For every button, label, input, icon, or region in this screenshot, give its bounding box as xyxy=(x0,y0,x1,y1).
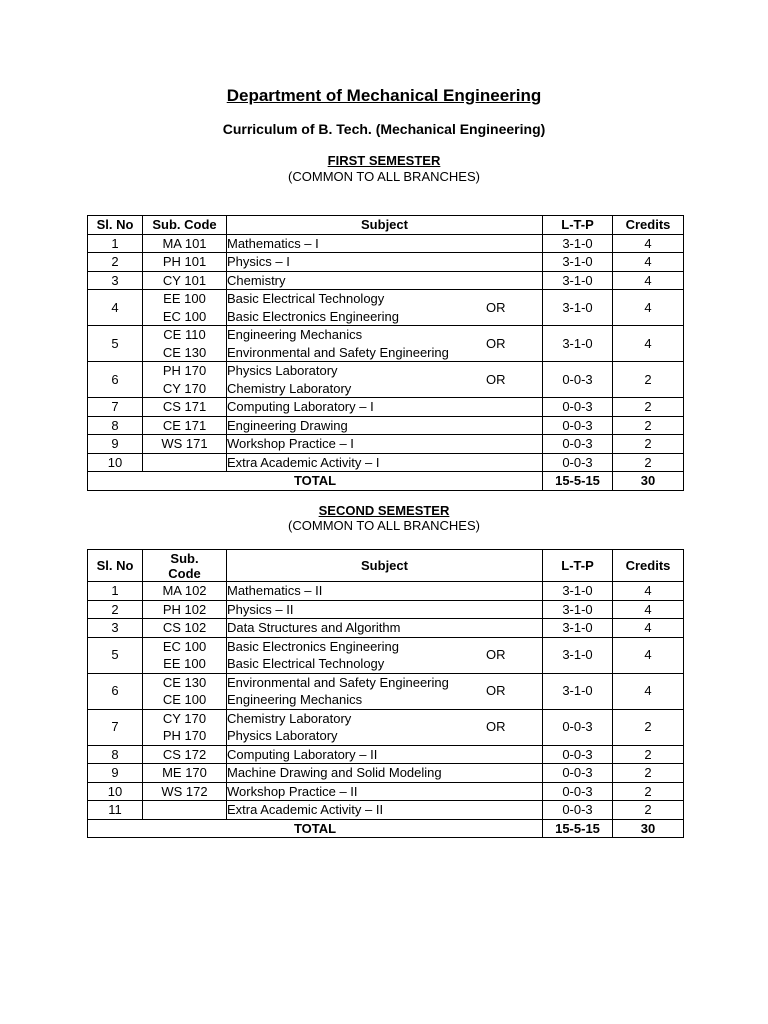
or-label: OR xyxy=(486,335,506,351)
subject-name: Computing Laboratory – II xyxy=(227,746,378,762)
subject-name: Physics – II xyxy=(227,601,294,617)
sub-code: EC 100 xyxy=(162,638,207,654)
subject-cell xyxy=(227,782,543,801)
subject-group xyxy=(227,435,542,453)
sl-no-cell: 1 xyxy=(88,582,143,601)
subject-name: Engineering Mechanics xyxy=(227,327,363,342)
sub-code-cell xyxy=(143,435,227,454)
subject-group xyxy=(227,601,542,619)
sub-code-cell xyxy=(143,782,227,801)
or-label: OR xyxy=(486,299,506,315)
sub-code: CS 102 xyxy=(162,620,207,635)
sub-code-cell xyxy=(143,600,227,619)
subject-name: Engineering Mechanics xyxy=(227,692,363,707)
subject-cell xyxy=(227,600,543,619)
subject-names xyxy=(227,435,486,453)
sl-no-cell: 3 xyxy=(88,271,143,290)
subject-name: Workshop Practice – I xyxy=(227,436,354,451)
col-header-sub-code xyxy=(143,550,227,582)
credits-cell: 2 xyxy=(613,416,684,435)
subject-cell xyxy=(227,416,543,435)
table-row xyxy=(88,398,684,417)
subject-names xyxy=(227,326,486,361)
ltp-cell: 3-1-0 xyxy=(543,234,613,253)
subject-group xyxy=(227,674,542,709)
subject-name: Environmental and Safety Engineering xyxy=(227,674,449,690)
sub-code-cell xyxy=(143,801,227,820)
total-label: TOTAL xyxy=(88,819,543,838)
subject-cell xyxy=(227,326,543,362)
subject-group xyxy=(227,619,542,637)
sub-code xyxy=(143,801,226,819)
credits-cell: 2 xyxy=(613,764,684,783)
table-row xyxy=(88,764,684,783)
sub-code: PH 101 xyxy=(162,254,207,269)
sub-code: CE 130 xyxy=(162,674,207,690)
subject-names xyxy=(227,290,486,325)
subject-name: Workshop Practice – II xyxy=(227,783,358,799)
subject-name: Physics Laboratory xyxy=(227,728,338,743)
credits-cell: 4 xyxy=(613,600,684,619)
sl-no-cell: 9 xyxy=(88,764,143,783)
subject-name: Engineering Drawing xyxy=(227,417,348,433)
subject-cell xyxy=(227,435,543,454)
table-row xyxy=(88,435,684,454)
ltp-cell: 3-1-0 xyxy=(543,582,613,601)
subject-name: Mathematics – II xyxy=(227,583,323,598)
sl-no-cell: 8 xyxy=(88,416,143,435)
credits-cell: 2 xyxy=(613,453,684,472)
total-label: TOTAL xyxy=(88,472,543,491)
subject-names xyxy=(227,601,486,619)
sub-code: MA 101 xyxy=(162,235,207,251)
sub-code-cell xyxy=(143,764,227,783)
credits-cell: 4 xyxy=(613,253,684,272)
sub-code-cell xyxy=(143,398,227,417)
subject-group xyxy=(227,235,542,253)
sub-code: PH 170 xyxy=(162,728,207,743)
sl-no-cell: 2 xyxy=(88,253,143,272)
table-row xyxy=(88,782,684,801)
sub-code: CY 170 xyxy=(162,380,207,396)
table-row xyxy=(88,253,684,272)
sub-code: PH 170 xyxy=(162,363,207,378)
col-header-sub-code: Sub. Code xyxy=(143,216,227,235)
subject-name: Basic Electronics Engineering xyxy=(227,638,399,654)
second-semester-note: (COMMON TO ALL BRANCHES) xyxy=(288,518,480,533)
subject-names xyxy=(227,783,486,801)
sl-no-cell: 8 xyxy=(88,745,143,764)
subject-names xyxy=(227,801,486,819)
ltp-cell: 0-0-3 xyxy=(543,453,613,472)
sub-code-cell xyxy=(143,290,227,326)
sl-no-cell: 6 xyxy=(88,362,143,398)
sl-no-cell: 2 xyxy=(88,600,143,619)
credits-cell: 2 xyxy=(613,745,684,764)
subject-name: Extra Academic Activity – I xyxy=(227,454,380,470)
or-label: OR xyxy=(486,683,506,699)
subject-names xyxy=(227,746,486,764)
table-row xyxy=(88,619,684,638)
subject-names xyxy=(227,272,486,290)
second-semester-heading: SECOND SEMESTER xyxy=(318,503,450,518)
subject-cell xyxy=(227,290,543,326)
subject-group xyxy=(227,638,542,673)
credits-cell: 4 xyxy=(613,326,684,362)
subject-cell xyxy=(227,637,543,673)
sub-code: CS 172 xyxy=(162,746,207,762)
subject-names xyxy=(227,253,486,271)
subject-cell xyxy=(227,253,543,272)
ltp-cell: 0-0-3 xyxy=(543,764,613,783)
subject-group xyxy=(227,326,542,361)
sl-no-cell: 1 xyxy=(88,234,143,253)
subject-group xyxy=(227,783,542,801)
ltp-cell: 3-1-0 xyxy=(543,619,613,638)
subject-cell xyxy=(227,582,543,601)
subject-name: Computing Laboratory – I xyxy=(227,399,374,414)
subject-name: Data Structures and Algorithm xyxy=(227,620,401,635)
sub-code-cell xyxy=(143,362,227,398)
sub-code: CY 170 xyxy=(162,710,207,726)
table-row xyxy=(88,290,684,326)
table-row xyxy=(88,745,684,764)
col-header-subject: Subject xyxy=(227,550,543,582)
ltp-cell: 0-0-3 xyxy=(543,709,613,745)
total-credits: 30 xyxy=(613,819,684,838)
table-row xyxy=(88,453,684,472)
sub-code: WS 172 xyxy=(161,783,208,799)
subject-cell xyxy=(227,453,543,472)
subject-group xyxy=(227,582,542,600)
col-header-ltp: L-T-P xyxy=(543,550,613,582)
sl-no-cell: 7 xyxy=(88,709,143,745)
ltp-cell: 3-1-0 xyxy=(543,637,613,673)
subject-cell xyxy=(227,362,543,398)
subject-names xyxy=(227,398,486,416)
table-row xyxy=(88,637,684,673)
credits-cell: 4 xyxy=(613,234,684,253)
credits-cell: 4 xyxy=(613,290,684,326)
sl-no-cell: 7 xyxy=(88,398,143,417)
sub-code: CE 110 xyxy=(163,327,206,342)
credits-cell: 2 xyxy=(613,709,684,745)
ltp-cell: 0-0-3 xyxy=(543,782,613,801)
col-header-ltp: L-T-P xyxy=(543,216,613,235)
first-semester-heading: FIRST SEMESTER xyxy=(327,153,441,168)
subject-group xyxy=(227,801,542,819)
subject-name: Basic Electronics Engineering xyxy=(227,308,399,324)
sub-code: CY 101 xyxy=(162,272,207,288)
ltp-cell: 0-0-3 xyxy=(543,362,613,398)
credits-cell: 4 xyxy=(613,582,684,601)
sub-code: CE 171 xyxy=(162,417,207,433)
sl-no-cell: 5 xyxy=(88,326,143,362)
subject-names xyxy=(227,235,486,253)
subject-name: Basic Electrical Technology xyxy=(227,291,385,306)
credits-cell: 2 xyxy=(613,801,684,820)
table-row xyxy=(88,673,684,709)
sub-code-cell xyxy=(143,637,227,673)
subject-names xyxy=(227,417,486,435)
sub-code: CS 171 xyxy=(162,399,207,414)
table-row xyxy=(88,709,684,745)
sub-code: CE 130 xyxy=(162,344,207,360)
table-row xyxy=(88,234,684,253)
subject-cell xyxy=(227,234,543,253)
sub-code-cell xyxy=(143,234,227,253)
col-header-subject: Subject xyxy=(227,216,543,235)
sub-code: PH 102 xyxy=(162,601,207,617)
total-ltp: 15-5-15 xyxy=(543,472,613,491)
subject-group xyxy=(227,272,542,290)
ltp-cell: 0-0-3 xyxy=(543,745,613,764)
subject-cell xyxy=(227,673,543,709)
ltp-cell: 0-0-3 xyxy=(543,801,613,820)
sub-code-cell xyxy=(143,453,227,472)
subject-name: Mathematics – I xyxy=(227,235,319,251)
sub-code-cell xyxy=(143,745,227,764)
subject-group xyxy=(227,417,542,435)
credits-cell: 4 xyxy=(613,271,684,290)
subject-group xyxy=(227,290,542,325)
sub-code xyxy=(143,454,226,472)
ltp-cell: 3-1-0 xyxy=(543,600,613,619)
page-title: Department of Mechanical Engineering xyxy=(226,86,542,105)
subject-cell xyxy=(227,271,543,290)
sub-code: EE 100 xyxy=(163,656,206,671)
ltp-cell: 3-1-0 xyxy=(543,326,613,362)
table-body xyxy=(88,234,684,490)
sl-no-cell: 6 xyxy=(88,673,143,709)
or-label: OR xyxy=(486,647,506,663)
sub-code-cell xyxy=(143,253,227,272)
credits-cell: 2 xyxy=(613,782,684,801)
sub-code-cell xyxy=(143,416,227,435)
ltp-cell: 3-1-0 xyxy=(543,253,613,272)
sub-code-cell xyxy=(143,673,227,709)
subject-names xyxy=(227,674,486,709)
first-semester-table xyxy=(87,215,684,491)
col-header-credits: Credits xyxy=(613,216,684,235)
sub-code-cell xyxy=(143,271,227,290)
subject-cell xyxy=(227,619,543,638)
table-row xyxy=(88,271,684,290)
ltp-cell: 3-1-0 xyxy=(543,290,613,326)
sub-code-cell xyxy=(143,582,227,601)
subject-names xyxy=(227,764,486,782)
subject-names xyxy=(227,710,486,745)
credits-cell: 2 xyxy=(613,435,684,454)
col-header-credits: Credits xyxy=(613,550,684,582)
sub-code: ME 170 xyxy=(162,765,207,780)
subject-group xyxy=(227,454,542,472)
sl-no-cell: 5 xyxy=(88,637,143,673)
sub-code: MA 102 xyxy=(162,583,207,598)
subject-name: Extra Academic Activity – II xyxy=(227,802,384,817)
subject-name: Environmental and Safety Engineering xyxy=(227,344,449,360)
or-label: OR xyxy=(486,371,506,387)
ltp-cell: 0-0-3 xyxy=(543,435,613,454)
subject-name: Physics – I xyxy=(227,254,290,269)
credits-cell: 4 xyxy=(613,619,684,638)
subject-name: Chemistry Laboratory xyxy=(227,380,352,396)
subject-name: Machine Drawing and Solid Modeling xyxy=(227,765,442,780)
sl-no-cell: 4 xyxy=(88,290,143,326)
credits-cell: 4 xyxy=(613,673,684,709)
table-header-row xyxy=(88,216,684,235)
subject-cell xyxy=(227,709,543,745)
ltp-cell: 3-1-0 xyxy=(543,271,613,290)
table-row xyxy=(88,801,684,820)
total-credits: 30 xyxy=(613,472,684,491)
second-semester-table xyxy=(87,549,684,838)
ltp-cell: 3-1-0 xyxy=(543,673,613,709)
subject-cell xyxy=(227,745,543,764)
table-row xyxy=(88,326,684,362)
sub-code: WS 171 xyxy=(161,436,208,451)
subject-group xyxy=(227,362,542,397)
subject-group xyxy=(227,253,542,271)
subject-cell xyxy=(227,764,543,783)
sub-code-cell xyxy=(143,619,227,638)
sl-no-cell: 10 xyxy=(88,453,143,472)
sl-no-cell: 10 xyxy=(88,782,143,801)
sub-code: EC 100 xyxy=(162,308,207,324)
subject-group xyxy=(227,398,542,416)
credits-cell: 2 xyxy=(613,362,684,398)
subject-names xyxy=(227,582,486,600)
subject-cell xyxy=(227,398,543,417)
subject-name: Basic Electrical Technology xyxy=(227,656,385,671)
subject-group xyxy=(227,746,542,764)
or-label: OR xyxy=(486,719,506,735)
sub-code-cell xyxy=(143,326,227,362)
sub-code-cell xyxy=(143,709,227,745)
credits-cell: 2 xyxy=(613,398,684,417)
first-semester-note: (COMMON TO ALL BRANCHES) xyxy=(288,169,480,184)
subject-names xyxy=(227,619,486,637)
total-row xyxy=(88,819,684,838)
table-row xyxy=(88,362,684,398)
sl-no-cell: 11 xyxy=(88,801,143,820)
subject-group xyxy=(227,710,542,745)
subject-names xyxy=(227,454,486,472)
subject-name: Physics Laboratory xyxy=(227,363,338,378)
table-row xyxy=(88,582,684,601)
table-header-row xyxy=(88,550,684,582)
subject-cell xyxy=(227,801,543,820)
total-ltp: 15-5-15 xyxy=(543,819,613,838)
col-header-sub-code-text: Sub. Code xyxy=(168,550,201,581)
table-row xyxy=(88,600,684,619)
sub-code: EE 100 xyxy=(163,291,206,306)
subject-names xyxy=(227,362,486,397)
credits-cell: 4 xyxy=(613,637,684,673)
col-header-sl-no: Sl. No xyxy=(88,216,143,235)
ltp-cell: 0-0-3 xyxy=(543,416,613,435)
total-row xyxy=(88,472,684,491)
subject-group xyxy=(227,764,542,782)
subject-name: Chemistry Laboratory xyxy=(227,710,352,726)
sub-code: CE 100 xyxy=(162,692,207,707)
ltp-cell: 0-0-3 xyxy=(543,398,613,417)
col-header-sl-no: Sl. No xyxy=(88,550,143,582)
table-row xyxy=(88,416,684,435)
subject-name: Chemistry xyxy=(227,272,286,288)
sl-no-cell: 3 xyxy=(88,619,143,638)
subject-names xyxy=(227,638,486,673)
table-body xyxy=(88,582,684,838)
sl-no-cell: 9 xyxy=(88,435,143,454)
page-subtitle: Curriculum of B. Tech. (Mechanical Engineering) xyxy=(222,121,546,137)
